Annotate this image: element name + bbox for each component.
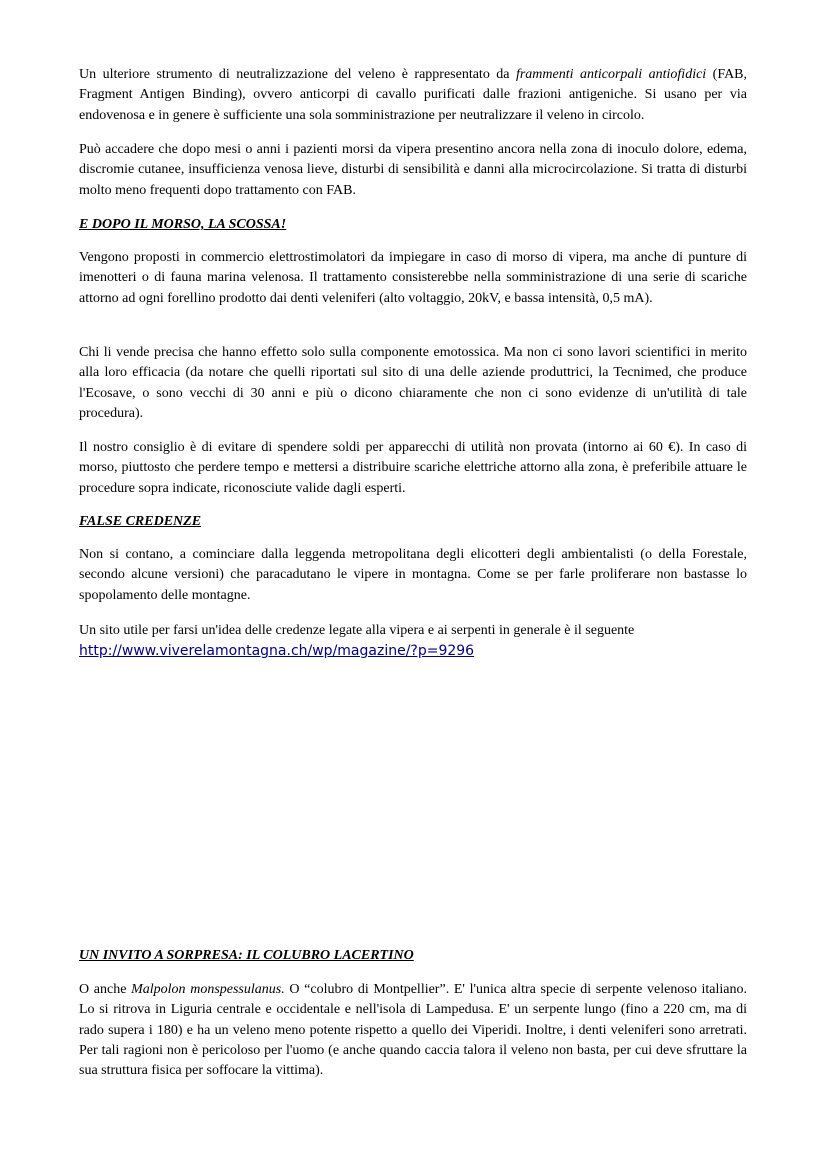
paragraph-colubro-species-name: Malpolon monspessulanus. [131, 982, 285, 997]
paragraph-sellers-claims: Chi li vende precisa che hanno effetto solo sulla componente emotossica. Ma non ci sono lavori scientifici in merito alla loro efficacia (da notare che quelli riportati sul sito di una delle aziende produttrici, la Tecnimed, che produce l'Ecosave, o sono vecchi di 30 anni e più o dicono chiaramente che non ci sono evidenze di un'utilità di tale procedura). [79, 345, 747, 421]
paragraph-useful-site-text: Un sito utile per farsi un'idea delle credenze legate alla vipera e ai serpenti in generale è il seguente [79, 623, 635, 638]
paragraph-long-term-effects: Può accadere che dopo mesi o anni i pazienti morsi da vipera presentino ancora nella zona di inoculo dolore, edema, discromie cutanee, insufficienza venosa lieve, disturbi di sensibilità e danni alla microcircolazione. Si tratta di disturbi molto meno frequenti dopo trattamento con FAB. [79, 142, 747, 198]
section-heading-false-beliefs: FALSE CREDENZE [79, 514, 202, 529]
paragraph-fab-text-a: Un ulteriore strumento di neutralizzazione del veleno è rappresentato da [79, 67, 516, 82]
paragraph-colubro-text-a: O anche [79, 982, 132, 997]
paragraph-urban-legend: Non si contano, a cominciare dalla leggenda metropolitana degli elicotteri degli ambientalisti (o della Forestale, secondo alcune versioni) che paracadutano le vipere in montagna. Come se per farle proliferare non bastasse lo spopolamento delle montagne. [79, 547, 747, 603]
paragraph-fab [79, 65, 747, 126]
paragraph-electrostimulators: Vengono proposti in commercio elettrostimolatori da impiegare in caso di morso di vipera, ma anche di punture di imenotteri o di fauna marina velenosa. Il trattamento consisterebbe nella somministrazione di una serie di scariche attorno ad ogni forellino prodotto dai denti veleniferi (alto voltaggio, 20kV, e bassa intensità, 0,5 mA). [79, 250, 747, 306]
section-heading-colubro: UN INVITO A SORPRESA: IL COLUBRO LACERTINO [79, 948, 414, 963]
paragraph-colubro-text-b: O “colubro di Montpellier”. E' l'unica altra specie di serpente velenoso italiano. Lo si ritrova in Liguria centrale e occidentale e nell'isola di Lampedusa. E' un serpente lungo (fino a 220 cm, ma di rado supera i 180) e ha un veleno meno potente rispetto a quello dei Viperidi. Inoltre, i denti veleniferi sono arretrati. Per tali ragioni non è pericoloso per l'uomo (e anche quando caccia talora il veleno non basta, per cui deve sfruttare la sua struttura fisica per soffocare la vittima). [79, 982, 747, 1079]
paragraph-fab-text-b: (FAB, Fragment Antigen Binding), ovvero anticorpi di cavallo purificati dalle frazioni antigeniche. Si usano per via endovenosa e in genere è sufficiente una sola somministrazione per neutralizzare il veleno in circolo. [79, 67, 748, 123]
section-heading-scossa: E DOPO IL MORSO, LA SCOSSA! [79, 217, 287, 232]
paragraph-useful-site [79, 621, 747, 663]
paragraph-fab-emphasis: frammenti anticorpali antiofidici [515, 67, 707, 82]
magazine-link[interactable]: http://www.viverelamontagna.ch/wp/magazine/?p=9296 [79, 643, 475, 660]
paragraph-colubro-lacertino [79, 980, 747, 1081]
paragraph-advice: Il nostro consiglio è di evitare di spendere soldi per apparecchi di utilità non provata (intorno ai 60 €). In caso di morso, piuttosto che perdere tempo e mettersi a distribuire scariche elettriche attorno alla zona, è preferibile attuare le procedure sopra indicate, riconosciute valide dagli esperti. [79, 440, 747, 496]
